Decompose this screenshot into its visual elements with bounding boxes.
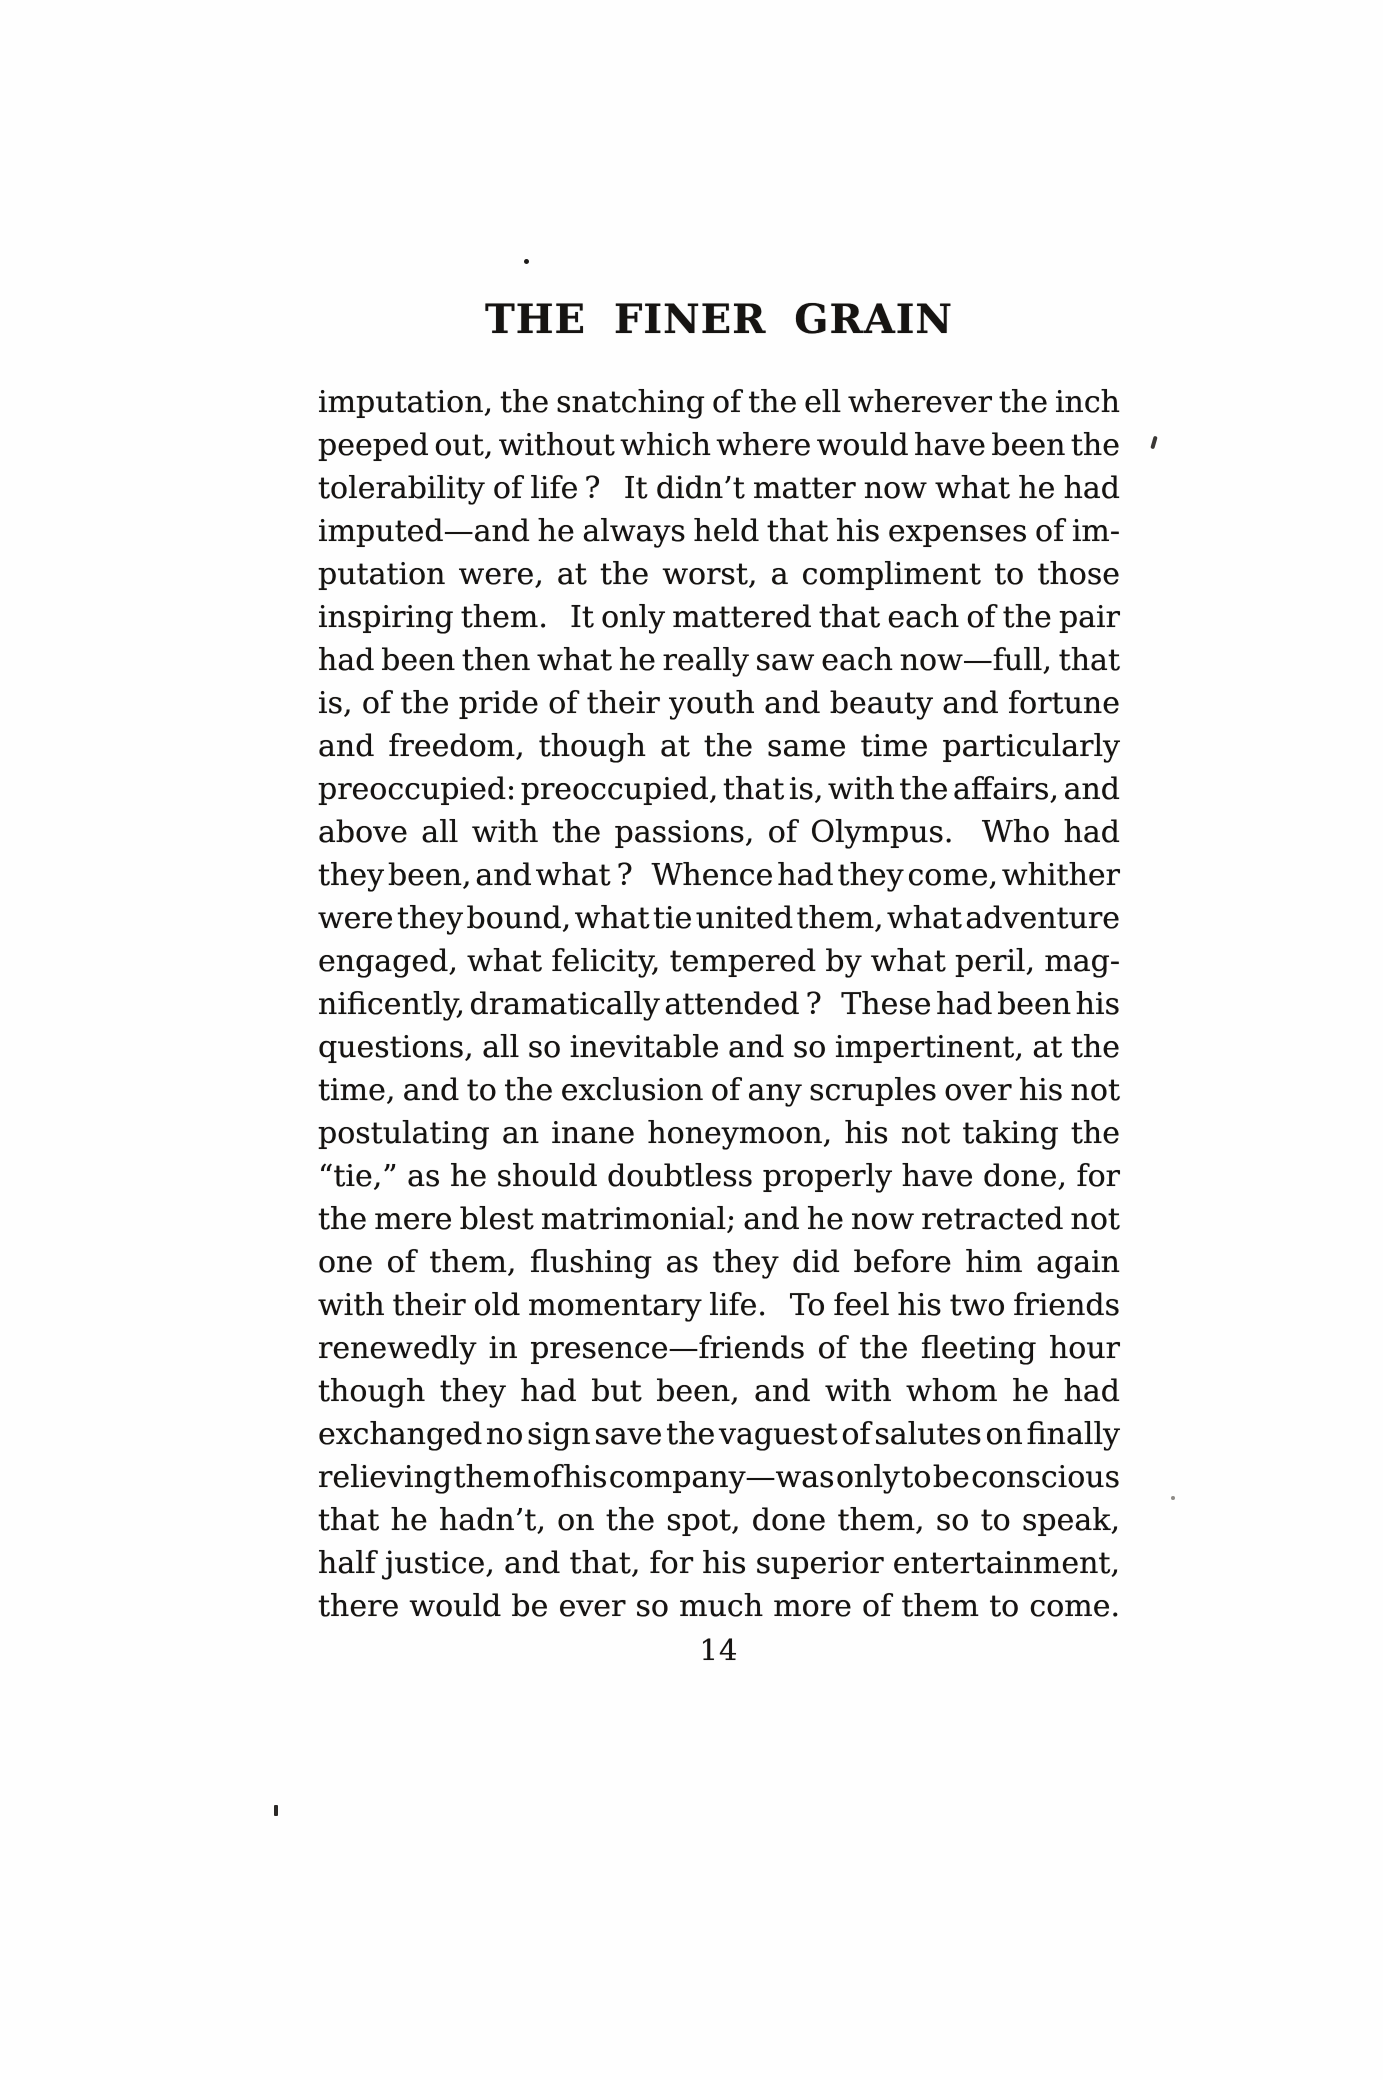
text-line: [318, 1069, 1120, 1112]
ink-speck-above-title: [524, 259, 529, 264]
text-line-content: were they bound, what tie united them, what adventure: [318, 901, 1120, 936]
text-line: [318, 940, 1120, 983]
text-line-content: peeped out, without which where would have been the: [318, 428, 1120, 463]
text-line-content: half justice, and that, for his superior entertainment,: [318, 1546, 1120, 1581]
text-line: [318, 1327, 1120, 1370]
text-line: [318, 1499, 1120, 1542]
text-line: [318, 381, 1120, 424]
text-line-content: questions, all so inevitable and so impertinent, at the: [318, 1030, 1120, 1065]
text-line: [318, 983, 1120, 1026]
ink-tick-bottom-left: [274, 1805, 278, 1816]
text-line-content: relieving them of his company—was only to be conscious: [318, 1460, 1120, 1495]
text-line-content: had been then what he really saw each now—full, that: [318, 643, 1121, 678]
text-line-content: above all with the passions, of Olympus. Who had: [318, 815, 1120, 850]
text-line: [318, 1112, 1120, 1155]
text-line: [318, 639, 1120, 682]
text-line: [318, 1413, 1120, 1456]
text-line: [318, 553, 1120, 596]
text-line: [318, 682, 1120, 725]
text-line-content: inspiring them. It only mattered that each of the pair: [318, 600, 1120, 635]
text-line-content: imputed—and he always held that his expenses of im-: [318, 514, 1120, 549]
body-text: [318, 381, 1120, 1628]
text-line: [318, 1370, 1120, 1413]
ink-tick-right-margin: [1150, 436, 1157, 450]
text-line: [318, 1284, 1120, 1327]
text-line: [318, 1585, 1120, 1628]
text-line-content: there would be ever so much more of them to come.: [318, 1589, 1120, 1624]
text-line-content: the mere blest matrimonial; and he now retracted not: [318, 1202, 1120, 1237]
text-line: [318, 467, 1120, 510]
text-line-content: exchanged no sign save the vaguest of salutes on finally: [318, 1417, 1120, 1452]
text-line: [318, 897, 1120, 940]
text-line-content: tolerability of life ? It didn’t matter now what he had: [318, 471, 1120, 506]
text-line-content: and freedom, though at the same time particularly: [318, 729, 1120, 764]
text-line-content: postulating an inane honeymoon, his not taking the: [318, 1116, 1120, 1151]
page-number: 14: [699, 1633, 739, 1667]
text-line: [318, 1198, 1120, 1241]
text-line: [318, 725, 1120, 768]
text-line-content: engaged, what felicity, tempered by what peril, mag-: [318, 944, 1120, 979]
text-line-content: they been, and what ? Whence had they come, whither: [318, 858, 1120, 893]
text-line: [318, 768, 1120, 811]
text-line: [318, 510, 1120, 553]
text-line-content: time, and to the exclusion of any scruples over his not: [318, 1073, 1120, 1108]
text-line-content: though they had but been, and with whom he had: [318, 1374, 1120, 1409]
text-line: [318, 1542, 1120, 1585]
text-line-content: that he hadn’t, on the spot, done them, so to speak,: [318, 1503, 1120, 1538]
text-line: [318, 1456, 1120, 1499]
text-line-content: one of them, flushing as they did before him again: [318, 1245, 1120, 1280]
text-line: [318, 1026, 1120, 1069]
text-line: [318, 811, 1120, 854]
text-line-content: putation were, at the worst, a compliment to those: [318, 557, 1120, 592]
text-line-content: preoccupied: preoccupied, that is, with the affairs, and: [318, 772, 1120, 807]
text-line-content: nificently, dramatically attended ? These had been his: [318, 987, 1120, 1022]
text-line: [318, 1155, 1120, 1198]
running-title: THE FINER GRAIN: [484, 296, 953, 343]
text-line-content: renewedly in presence—friends of the fleeting hour: [318, 1331, 1120, 1366]
text-line-content: “tie,” as he should doubtless properly have done, for: [318, 1159, 1120, 1194]
ink-dot-right-margin: [1171, 1496, 1175, 1500]
text-line-content: is, of the pride of their youth and beauty and fortune: [318, 686, 1120, 721]
text-line: [318, 424, 1120, 467]
text-line: [318, 596, 1120, 639]
text-line-content: imputation, the snatching of the ell wherever the inch: [318, 385, 1120, 420]
text-line: [318, 854, 1120, 897]
text-line-content: with their old momentary life. To feel his two friends: [318, 1288, 1120, 1323]
text-line: [318, 1241, 1120, 1284]
